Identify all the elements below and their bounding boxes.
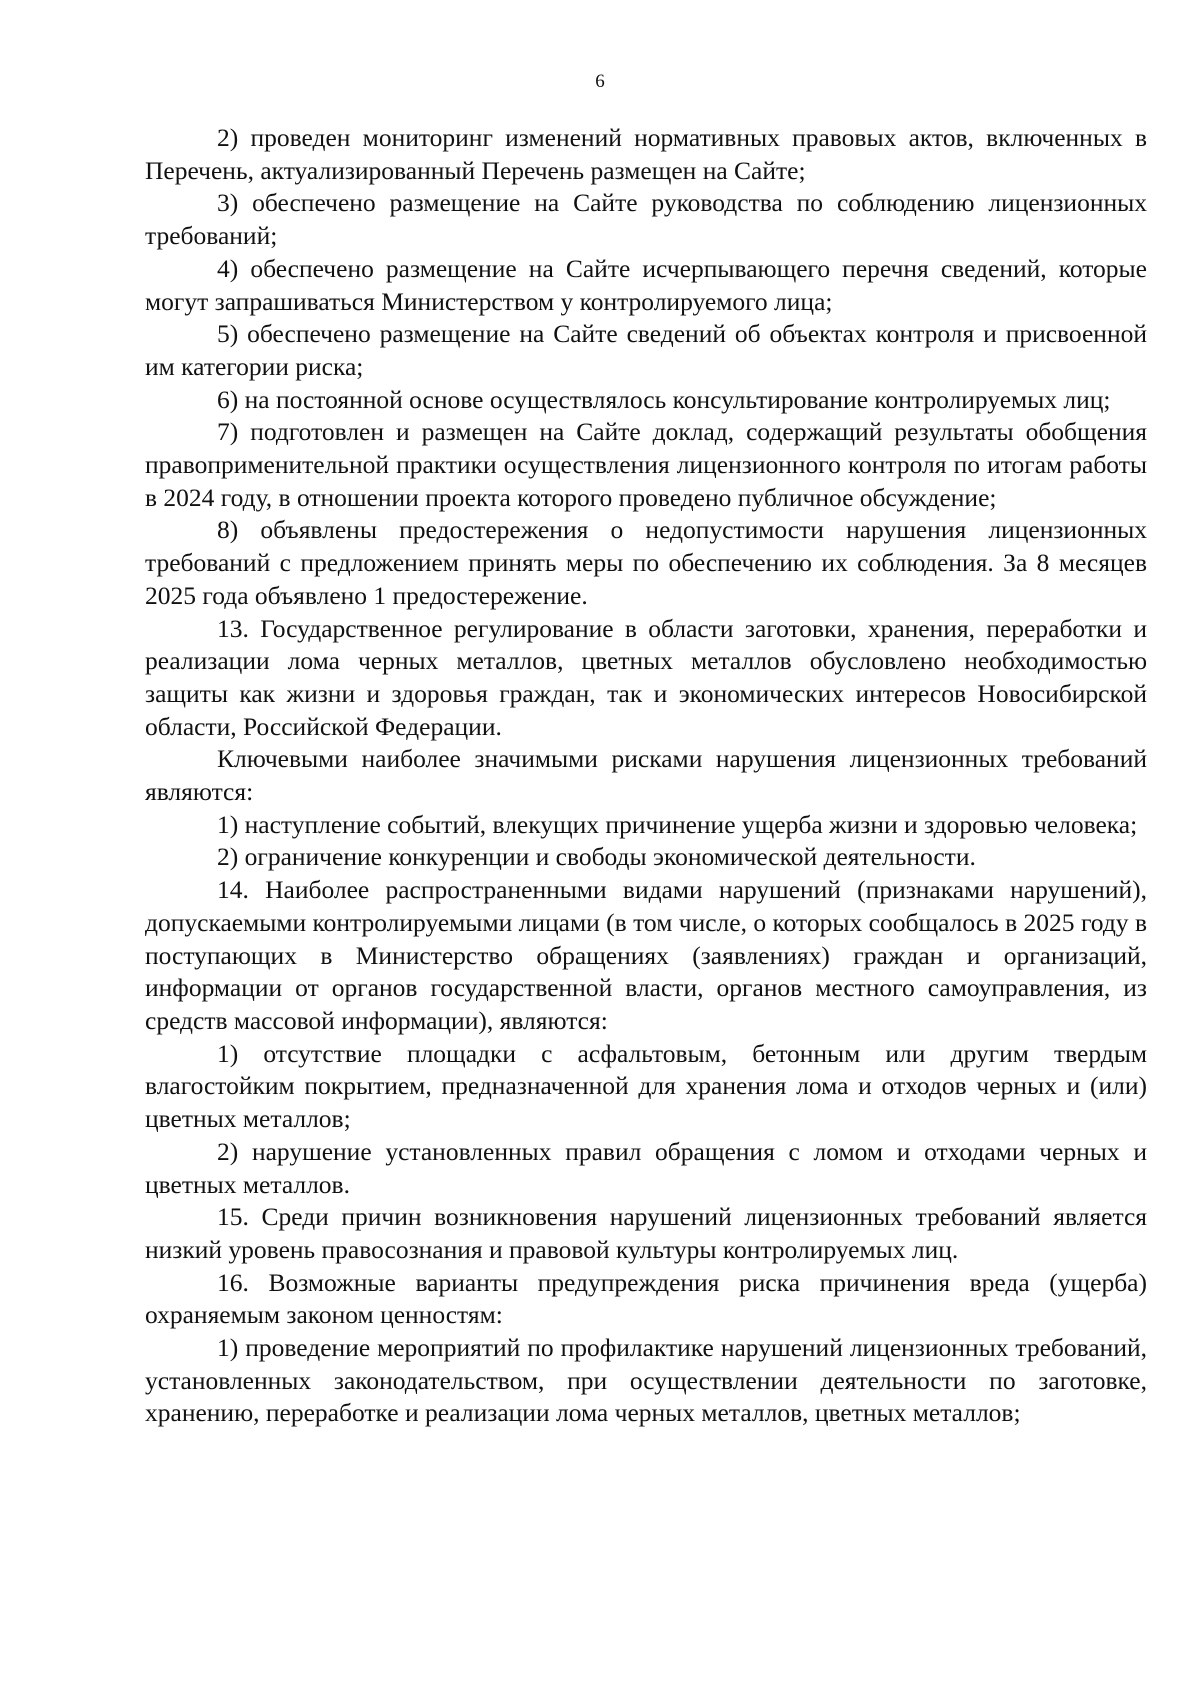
paragraph-item-3: 3) обеспечено размещение на Сайте руководства по соблюдению лицензионных требований;	[145, 188, 1147, 251]
paragraph-risk-2: 2) ограничение конкуренции и свободы экономической деятельности.	[217, 842, 976, 872]
paragraph-section-14: 14. Наиболее распространенными видами нарушений (признаками нарушений), допускаемыми контролируемыми лицами (в том числе, о которых сообщалось в 2025 году в поступающих в Министерство обращениях (заявлениях) граждан и организаций, информации от органов государственной власти, органов местного самоуправления, из средств массовой информации), являются:	[145, 875, 1147, 1035]
paragraph-item-2: 2) проведен мониторинг изменений нормативных правовых актов, включенных в Перечень, актуализированный Перечень размещен на Сайте;	[145, 123, 1147, 185]
page-number: 6	[595, 71, 605, 92]
paragraph-violation-2: 2) нарушение установленных правил обращения с ломом и отходами черных и цветных металлов.	[145, 1136, 1147, 1199]
paragraph-item-5: 5) обеспечено размещение на Сайте сведений об объектах контроля и присвоенной им категории риска;	[145, 319, 1147, 381]
paragraph-prevention-1: 1) проведение мероприятий по профилактике нарушений лицензионных требований, установленных законодательством, при осуществлении деятельности по заготовке, хранению, переработке и реализации лома черных металлов, цветных металлов;	[145, 1333, 1147, 1428]
paragraph-item-8: 8) объявлены предостережения о недопустимости нарушения лицензионных требований с предложением принять меры по обеспечению их соблюдения. За 8 месяцев 2025 года объявлено 1 предостережение.	[145, 515, 1147, 610]
paragraph-section-13: 13. Государственное регулирование в области заготовки, хранения, переработки и реализации лома черных металлов, цветных металлов обусловлено необходимостью защиты как жизни и здоровья граждан, так и экономических интересов Новосибирской области, Российской Федерации.	[145, 613, 1147, 741]
paragraph-risk-1: 1) наступление событий, влекущих причинение ущерба жизни и здоровью человека;	[217, 809, 1138, 839]
paragraph-item-6: 6) на постоянной основе осуществлялось консультирование контролируемых лиц;	[217, 384, 1111, 414]
paragraph-item-4: 4) обеспечено размещение на Сайте исчерпывающего перечня сведений, которые могут запрашиваться Министерством у контролируемого лица;	[145, 253, 1147, 316]
paragraph-section-15: 15. Среди причин возникновения нарушений лицензионных требований является низкий уровень правосознания и правовой культуры контролируемых лиц.	[145, 1202, 1147, 1264]
paragraph-section-16: 16. Возможные варианты предупреждения риска причинения вреда (ущерба) охраняемым законом ценностям:	[145, 1267, 1147, 1330]
paragraph-item-7: 7) подготовлен и размещен на Сайте доклад, содержащий результаты обобщения правоприменительной практики осуществления лицензионного контроля по итогам работы в 2024 году, в отношении проекта которого проведено публичное обсуждение;	[145, 417, 1147, 512]
paragraph-violation-1: 1) отсутствие площадки с асфальтовым, бетонным или другим твердым влагостойким покрытием, предназначенной для хранения лома и отходов черных и (или) цветных металлов;	[145, 1038, 1147, 1134]
paragraph-key-risks: Ключевыми наиболее значимыми рисками нарушения лицензионных требований являются:	[145, 744, 1147, 807]
document-body	[145, 122, 1147, 1430]
